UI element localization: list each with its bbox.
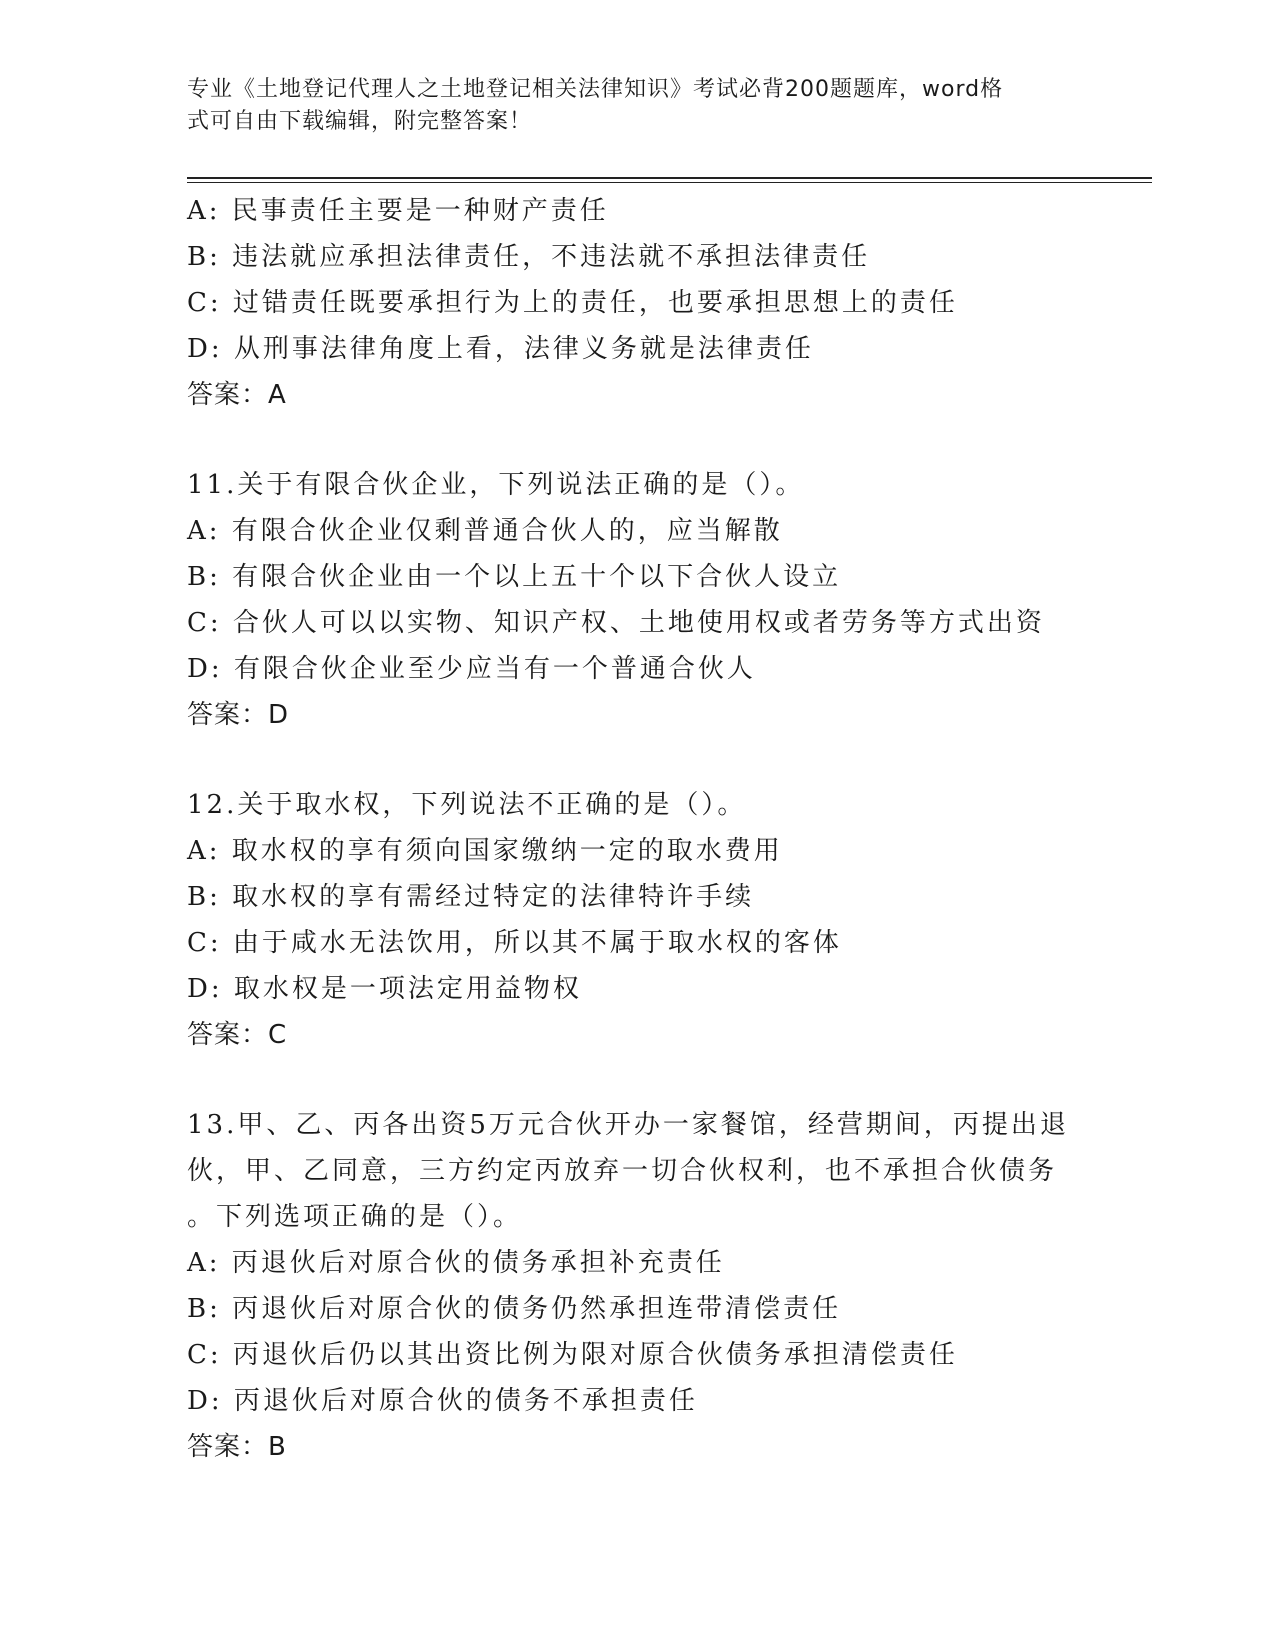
- spacer: [187, 1058, 1087, 1102]
- answer-line: 答案：D: [187, 700, 290, 730]
- option-b: B: 丙退伙后对原合伙的债务仍然承担连带清偿责任: [187, 1294, 842, 1324]
- option-c: C: 过错责任既要承担行为上的责任，也要承担思想上的责任: [187, 288, 958, 318]
- header-line-1: 专业《土地登记代理人之土地登记相关法律知识》考试必背200题题库，word格: [187, 77, 1004, 102]
- question-12: [187, 782, 1087, 1058]
- question-13: [187, 1102, 1087, 1470]
- option-a: A: 民事责任主要是一种财产责任: [187, 196, 609, 226]
- option-d: D: 取水权是一项法定用益物权: [187, 974, 582, 1004]
- spacer: [187, 738, 1087, 782]
- option-a: A: 有限合伙企业仅剩普通合伙人的，应当解散: [187, 516, 783, 546]
- question-list: [187, 188, 1087, 1470]
- answer-line: 答案：B: [187, 1432, 287, 1462]
- option-b: B: 取水权的享有需经过特定的法律特许手续: [187, 882, 755, 912]
- header-divider-thick: [187, 177, 1152, 179]
- option-c: C: 合伙人可以以实物、知识产权、土地使用权或者劳务等方式出资: [187, 608, 1045, 638]
- option-a: A: 丙退伙后对原合伙的债务承担补充责任: [187, 1248, 725, 1278]
- spacer: [187, 418, 1087, 462]
- option-d: D: 丙退伙后对原合伙的债务不承担责任: [187, 1386, 698, 1416]
- option-c: C: 丙退伙后仍以其出资比例为限对原合伙债务承担清偿责任: [187, 1340, 958, 1370]
- option-a: A: 取水权的享有须向国家缴纳一定的取水费用: [187, 836, 783, 866]
- question-stem-line-3: 。下列选项正确的是（）。: [187, 1202, 523, 1232]
- document-header: [187, 74, 1067, 138]
- question-stem: [187, 1102, 1067, 1240]
- answer-line: 答案：C: [187, 1020, 288, 1050]
- option-b: B: 违法就应承担法律责任，不违法就不承担法律责任: [187, 242, 871, 272]
- question-10-continued: [187, 188, 1087, 418]
- option-d: D: 有限合伙企业至少应当有一个普通合伙人: [187, 654, 756, 684]
- question-stem-line-2: 伙，甲、乙同意，三方约定丙放弃一切合伙权利，也不承担合伙债务: [187, 1156, 1058, 1186]
- question-stem-line-1: 13.甲、乙、丙各出资5万元合伙开办一家餐馆，经营期间，丙提出退: [187, 1110, 1069, 1140]
- option-d: D: 从刑事法律角度上看，法律义务就是法律责任: [187, 334, 814, 364]
- question-11: [187, 462, 1087, 738]
- header-line-2: 式可自由下载编辑，附完整答案！: [187, 109, 533, 134]
- question-stem: 11.关于有限合伙企业，下列说法正确的是（）。: [187, 470, 805, 500]
- answer-line: 答案：A: [187, 380, 287, 410]
- question-stem: 12.关于取水权，下列说法不正确的是（）。: [187, 790, 747, 820]
- option-c: C: 由于咸水无法饮用，所以其不属于取水权的客体: [187, 928, 842, 958]
- header-divider-thin: [187, 182, 1152, 183]
- option-b: B: 有限合伙企业由一个以上五十个以下合伙人设立: [187, 562, 842, 592]
